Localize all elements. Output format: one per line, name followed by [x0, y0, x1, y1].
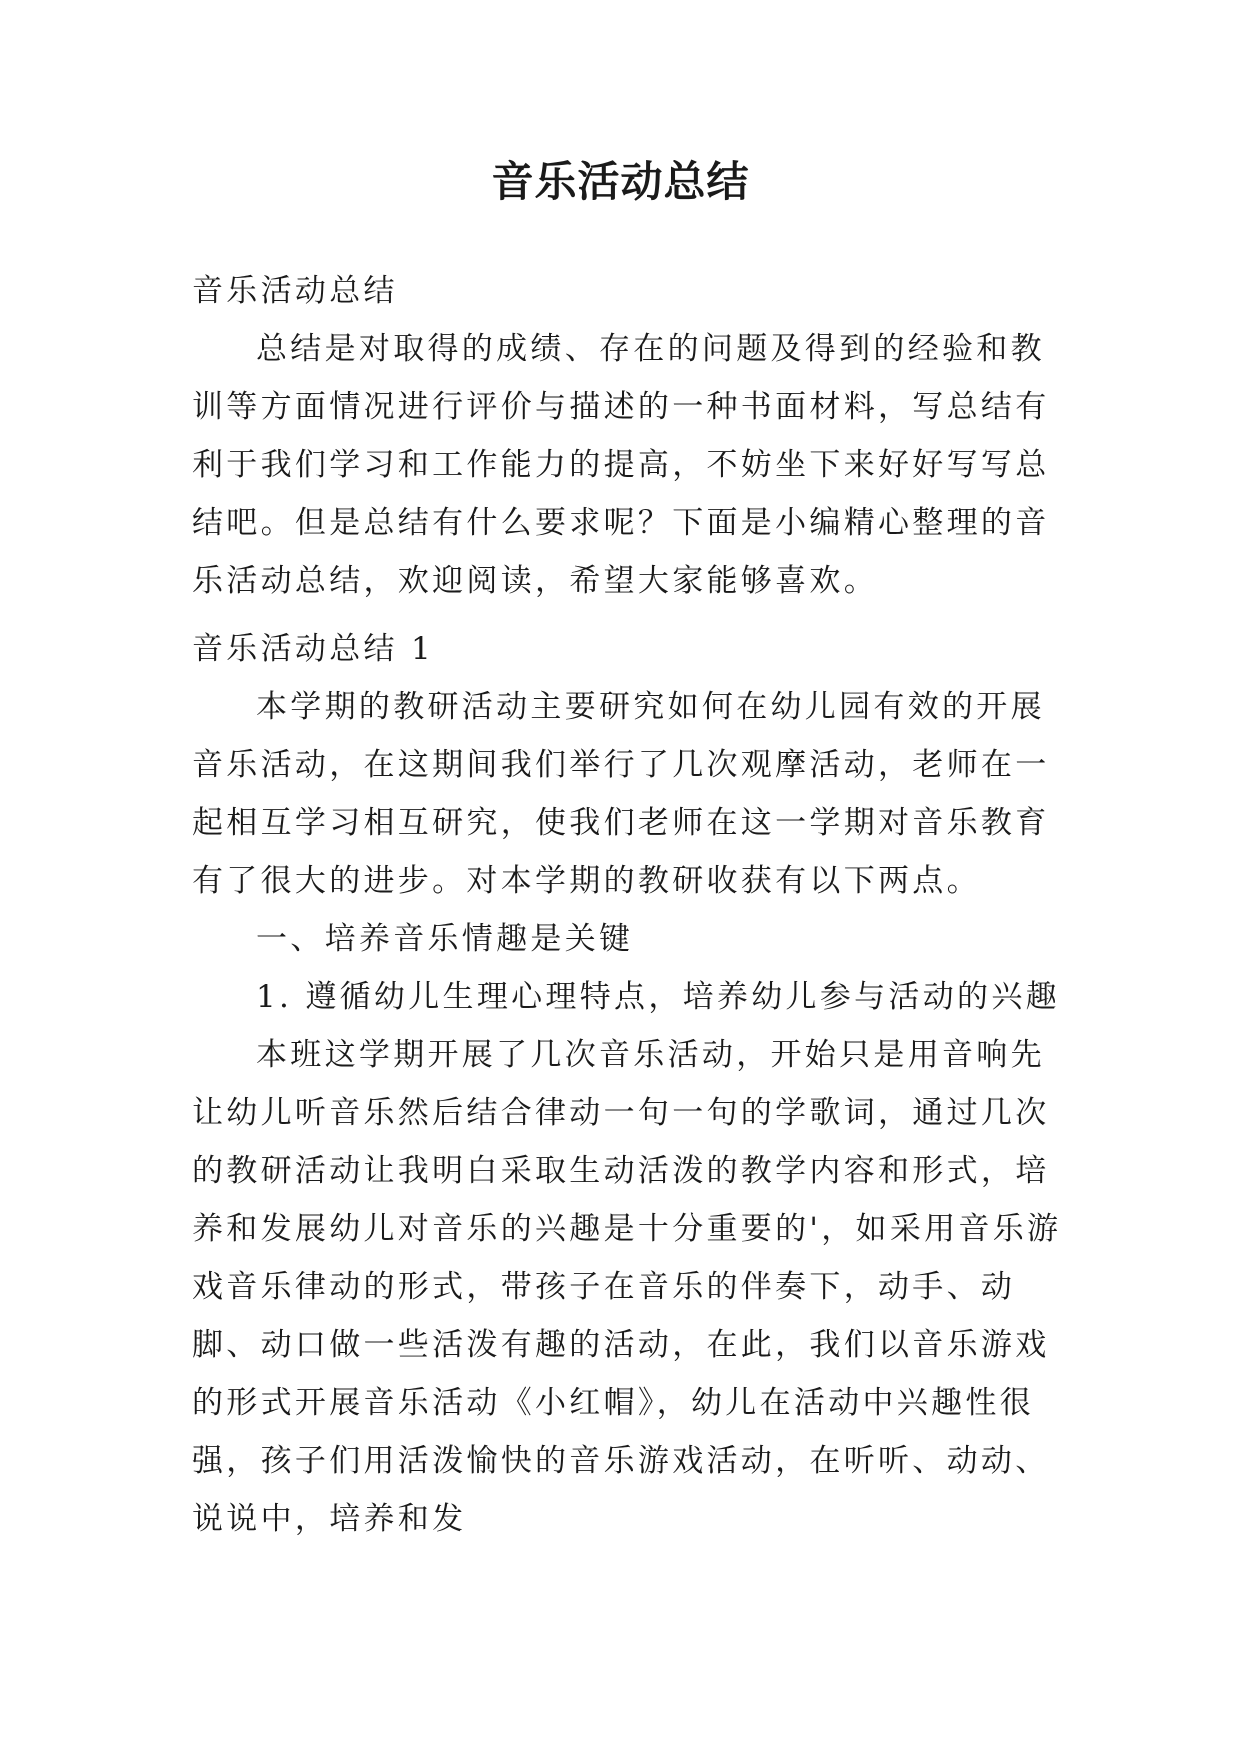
section-1-heading: 音乐活动总结 1 [192, 631, 434, 667]
point-1-paragraph: 本班这学期开展了几次音乐活动，开始只是用音响先让幼儿听音乐然后结合律动一句一句的学歌词，通过几次的教研活动让我明白采取生动活泼的教学内容和形式，培养和发展幼儿对音乐的兴趣是十分重要的'，如采用音乐游戏音乐律动的形式，带孩子在音乐的伴奏下，动手、动脚、动口做一些活泼有趣的活动，在此，我们以音乐游戏的形式开展音乐活动《小红帽》，幼儿在活动中兴趣性很强，孩子们用活泼愉快的音乐游戏活动，在听听、动动、说说中，培养和发 [192, 1037, 1062, 1537]
intro-block [192, 262, 1072, 610]
intro-heading: 音乐活动总结 [192, 273, 398, 309]
section-1-paragraph: 本学期的教研活动主要研究如何在幼儿园有效的开展音乐活动，在这期间我们举行了几次观摩活动，老师在一起相互学习相互研究，使我们老师在这一学期对音乐教育有了很大的进步。对本学期的教研收获有以下两点。 [192, 689, 1050, 899]
section-1-block [192, 620, 1072, 1548]
point-1-heading: 一、培养音乐情趣是关键 [256, 921, 634, 957]
intro-paragraph: 总结是对取得的成绩、存在的问题及得到的经验和教训等方面情况进行评价与描述的一种书面材料，写总结有利于我们学习和工作能力的提高，不妨坐下来好好写写总结吧。但是总结有什么要求呢？下面是小编精心整理的音乐活动总结，欢迎阅读，希望大家能够喜欢。 [192, 331, 1050, 599]
document-title: 音乐活动总结 [491, 157, 750, 206]
point-1-subheading: 1. 遵循幼儿生理心理特点，培养幼儿参与活动的兴趣 [256, 979, 1060, 1015]
